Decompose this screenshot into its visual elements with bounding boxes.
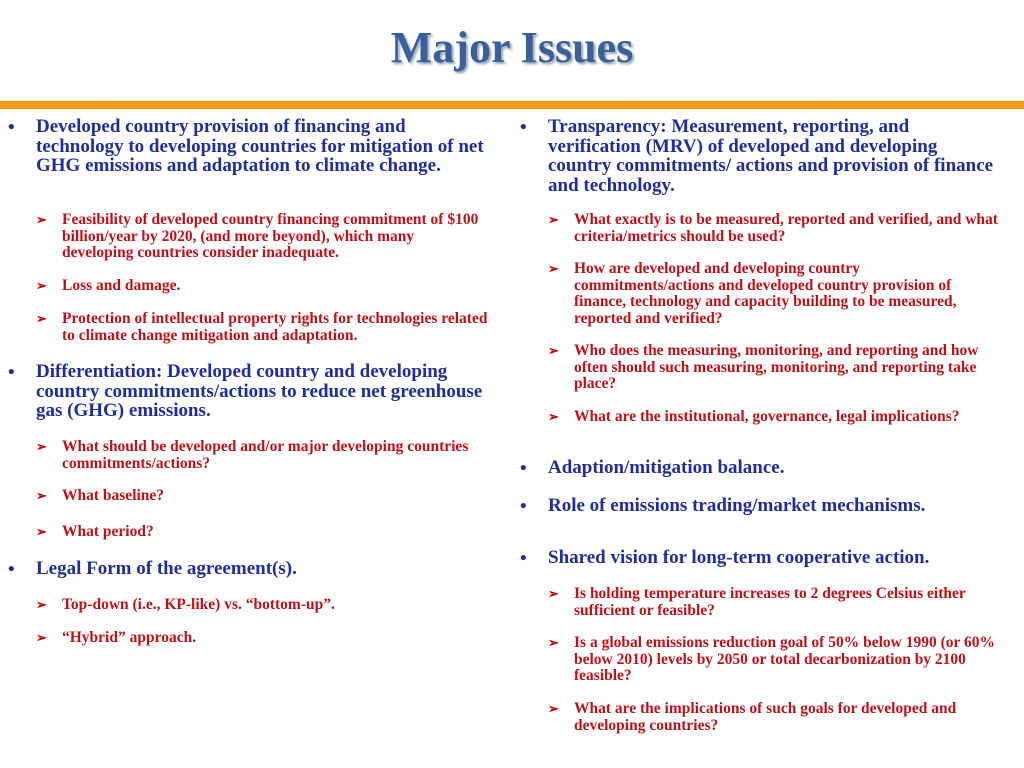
sub-item bbox=[548, 701, 1000, 734]
sub-item-text: Who does the measuring, monitoring, and reporting and how often should such measuring, monitoring, and reporting take place? bbox=[574, 342, 979, 392]
bullet-text: Transparency: Measurement, reporting, and verification (MRV) of developed and developing country commitments/ actions and provision of finance and technology. bbox=[548, 116, 994, 196]
bullet-financing bbox=[8, 117, 488, 176]
bullet-text: Developed country provision of financing and technology to developing countries for mitigation of net GHG emissions and adaptation to climate change. bbox=[36, 116, 484, 176]
sub-item-text: Feasibility of developed country financing commitment of $100 billion/year by 2020, (and more beyond), which many developing countries consider inadequate. bbox=[62, 211, 479, 261]
arrow-bullet-icon: ➢ bbox=[36, 524, 47, 539]
arrow-bullet-icon: ➢ bbox=[548, 409, 559, 424]
sub-item bbox=[36, 278, 488, 295]
sub-item-text: What period? bbox=[62, 523, 154, 540]
arrow-bullet-icon: ➢ bbox=[36, 630, 47, 645]
bullet-dot-icon: • bbox=[520, 117, 527, 138]
arrow-bullet-icon: ➢ bbox=[36, 278, 47, 293]
bullet-text: Legal Form of the agreement(s). bbox=[36, 558, 297, 579]
sub-item bbox=[36, 630, 488, 647]
bullet-text: Role of emissions trading/market mechanisms. bbox=[548, 495, 926, 516]
bullet-dot-icon: • bbox=[520, 496, 527, 517]
arrow-bullet-icon: ➢ bbox=[36, 488, 47, 503]
arrow-bullet-icon: ➢ bbox=[548, 635, 559, 650]
bullet-shared-vision bbox=[520, 548, 1000, 568]
sub-item-text: Loss and damage. bbox=[62, 277, 181, 294]
arrow-bullet-icon: ➢ bbox=[36, 597, 47, 612]
bullet-dot-icon: • bbox=[520, 458, 527, 479]
sub-item-text: “Hybrid” approach. bbox=[62, 629, 197, 646]
arrow-bullet-icon: ➢ bbox=[36, 311, 47, 326]
bullet-transparency bbox=[520, 117, 1000, 195]
sub-item-text: What are the institutional, governance, legal implications? bbox=[574, 408, 960, 425]
bullet-text: Adaption/mitigation balance. bbox=[548, 457, 785, 478]
sub-item-text: Top-down (i.e., KP-like) vs. “bottom-up”. bbox=[62, 596, 335, 613]
sub-item bbox=[36, 597, 488, 614]
title-divider bbox=[0, 101, 1024, 109]
arrow-bullet-icon: ➢ bbox=[36, 439, 47, 454]
arrow-bullet-icon: ➢ bbox=[36, 212, 47, 227]
sub-item-text: What exactly is to be measured, reported and verified, and what criteria/metrics should be used? bbox=[574, 211, 998, 245]
sub-item-text: What are the implications of such goals for developed and developing countries? bbox=[574, 700, 957, 734]
bullet-text: Differentiation: Developed country and developing country commitments/actions to reduce net greenhouse gas (GHG) emissions. bbox=[36, 361, 483, 421]
arrow-bullet-icon: ➢ bbox=[548, 701, 559, 716]
bullet-dot-icon: • bbox=[520, 548, 527, 569]
sub-item bbox=[548, 212, 1000, 245]
sub-item bbox=[36, 524, 488, 541]
arrow-bullet-icon: ➢ bbox=[548, 261, 559, 276]
slide-title: Major Issues bbox=[390, 23, 634, 72]
sub-item bbox=[548, 586, 1000, 619]
sub-item-text: How are developed and developing country commitments/actions and developed country provision of finance, technology and capacity building to be measured, reported and verified? bbox=[574, 260, 957, 327]
sub-item-text: Is a global emissions reduction goal of 50% below 1990 (or 60% below 2010) levels by 2050 or total decarbonization by 2100 feasible? bbox=[574, 634, 995, 684]
bullet-text: Shared vision for long-term cooperative action. bbox=[548, 547, 930, 568]
sub-item-text: What should be developed and/or major developing countries commitments/actions? bbox=[62, 438, 469, 472]
sub-item bbox=[36, 488, 488, 505]
arrow-bullet-icon: ➢ bbox=[548, 586, 559, 601]
sub-item bbox=[548, 343, 1000, 393]
arrow-bullet-icon: ➢ bbox=[548, 343, 559, 358]
sub-item bbox=[548, 635, 1000, 685]
arrow-bullet-icon: ➢ bbox=[548, 212, 559, 227]
bullet-legal-form bbox=[8, 559, 488, 579]
bullet-emissions-trading bbox=[520, 496, 1000, 516]
bullet-dot-icon: • bbox=[8, 117, 15, 138]
sub-item-text: Is holding temperature increases to 2 degrees Celsius either sufficient or feasible? bbox=[574, 585, 966, 619]
sub-item bbox=[36, 212, 488, 262]
sub-item-text: Protection of intellectual property rights for technologies related to climate change mitigation and adaptation. bbox=[62, 310, 488, 344]
bullet-differentiation bbox=[8, 362, 488, 421]
bullet-dot-icon: • bbox=[8, 362, 15, 383]
bullet-dot-icon: • bbox=[8, 559, 15, 580]
sub-item bbox=[36, 439, 488, 472]
sub-item bbox=[548, 409, 1000, 426]
bullet-adaption-balance bbox=[520, 458, 1000, 478]
sub-item-text: What baseline? bbox=[62, 487, 165, 504]
sub-item bbox=[548, 261, 1000, 327]
sub-item bbox=[36, 311, 488, 344]
